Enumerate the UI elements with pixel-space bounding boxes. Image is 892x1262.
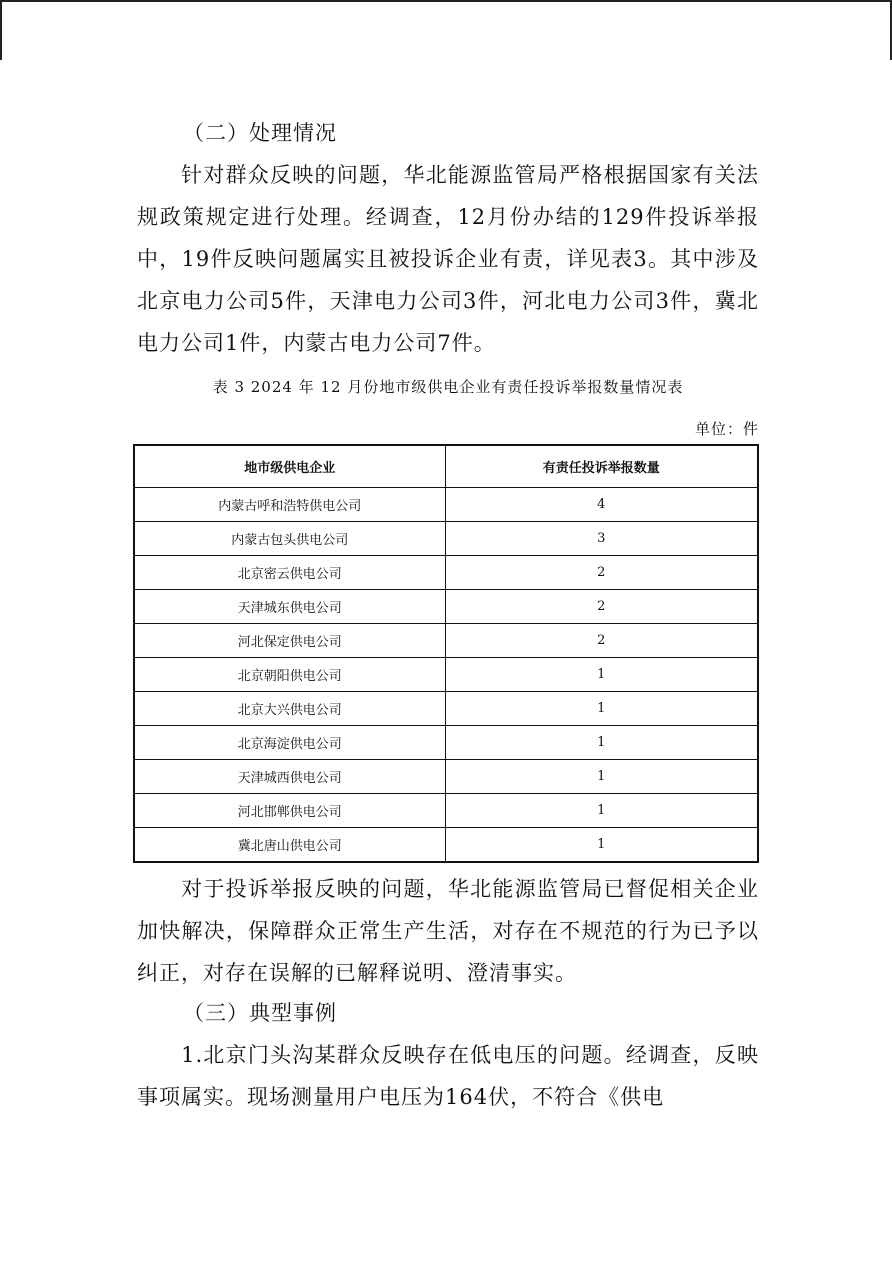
cell-company: 北京朝阳供电公司 [134,658,445,692]
table-row [134,624,758,658]
table-unit-label: 单位：件 [694,420,759,438]
cell-company: 天津城西供电公司 [134,760,445,794]
cell-company: 冀北唐山供电公司 [134,828,445,863]
table-row [134,522,758,556]
cell-count: 1 [445,692,758,726]
cell-company: 河北邯郸供电公司 [134,794,445,828]
complaint-table [133,444,759,863]
table-row [134,556,758,590]
cell-company: 内蒙古包头供电公司 [134,522,445,556]
table-row [134,794,758,828]
table-row [134,692,758,726]
section-paragraph-typical-cases [137,1034,759,1118]
table-row [134,590,758,624]
paragraph-handling-text: 针对群众反映的问题，华北能源监管局严格根据国家有关法规政策规定进行处理。经调查，12月份办结的129件投诉举报中，19件反映问题属实且被投诉企业有责，详见表3。其中涉及北京电力公司5件，天津电力公司3件，河北电力公司3件，冀北电力公司1件，内蒙古电力公司7件。 [137,163,759,355]
cell-count: 4 [445,488,758,522]
cell-company: 北京海淀供电公司 [134,726,445,760]
cell-count: 2 [445,556,758,590]
section-paragraph-handling [137,154,759,364]
cell-company: 天津城东供电公司 [134,590,445,624]
table-row [134,488,758,522]
cell-count: 2 [445,590,758,624]
table-row [134,828,758,863]
paragraph-typical-case-text: 1.北京门头沟某群众反映存在低电压的问题。经调查，反映事项属实。现场测量用户电压为164伏，不符合《供电 [137,1043,759,1109]
cell-count: 1 [445,828,758,863]
cell-company: 河北保定供电公司 [134,624,445,658]
section-heading-handling: （二）处理情况 [183,121,337,145]
cell-company: 北京密云供电公司 [134,556,445,590]
table-row [134,760,758,794]
cell-count: 1 [445,658,758,692]
header-company: 地市级供电企业 [134,445,445,488]
cell-company: 内蒙古呼和浩特供电公司 [134,488,445,522]
cell-count: 1 [445,794,758,828]
page-top-border [0,0,892,2]
cell-count: 2 [445,624,758,658]
page-left-border [0,0,2,60]
table-header-row [134,445,758,488]
table-row [134,658,758,692]
cell-count: 1 [445,760,758,794]
paragraph-followup-text: 对于投诉举报反映的问题，华北能源监管局已督促相关企业加快解决，保障群众正常生产生活，对存在不规范的行为已予以纠正，对存在误解的已解释说明、澄清事实。 [137,877,759,985]
cell-count: 1 [445,726,758,760]
header-count: 有责任投诉举报数量 [445,445,758,488]
section-heading-typical-cases: （三）典型事例 [183,1001,337,1025]
cell-count: 3 [445,522,758,556]
table-caption: 表 3 2024 年 12 月份地市级供电企业有责任投诉举报数量情况表 [212,378,684,396]
cell-company: 北京大兴供电公司 [134,692,445,726]
section-paragraph-followup [137,868,759,994]
table-row [134,726,758,760]
